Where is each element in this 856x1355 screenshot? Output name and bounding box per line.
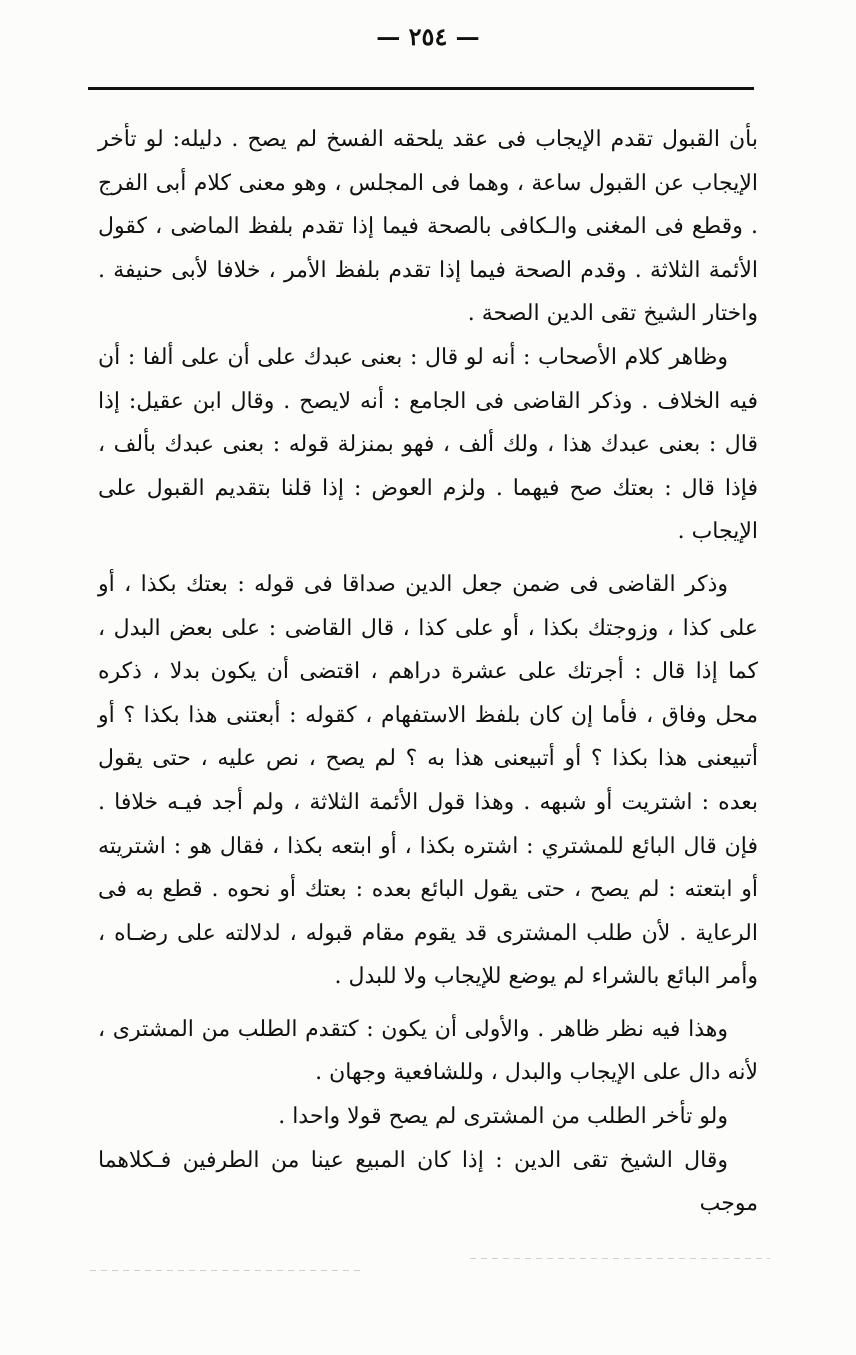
paragraph-3: وذكر القاضى فى ضمن جعل الدين صداقا فى قوله : بعتك بكذا ، أو على كذا ، وزوجتك بكذا ، أو على كذا ، قال القاضى : على بعض البدل ، كما إذا قال : أجرتك على عشرة دراهم ، اقتضى أن يكون بدلا ، ذكره محل وفاق ، فأما إن كان بلفظ الاستفهام ، كقوله : أبعتنى هذا بكذا ؟ أو أتبيعنى هذا بكذا ؟ أو أتبيعنى هذا به ؟ لم يصح ، نص عليه ، حتى يقول بعده : اشتريت أو شبهه . وهذا قول الأئمة الثلاثة ، ولم أجد فيـه خلافا . فإن قال البائع للمشتري : اشتره بكذا ، أو ابتعه بكذا ، فقال هو : اشتريته أو ابتعته : لم يصح ، حتى يقول البائع بعده : بعتك أو نحوه . قطع به فى الرعاية . لأن طلب المشترى قد يقوم مقام قبوله ، لدلالته على رضـاه ، وأمر البائع بالشراء لم يوضع للإيجاب ولا للبدل .	[98, 571, 758, 990]
header-divider	[88, 87, 754, 90]
paragraph-6: وقال الشيخ تقى الدين : إذا كان المبيع عينا من الطرفين فـكلاهما موجب	[98, 1147, 758, 1217]
page-number: — ٢٥٤ —	[376, 22, 480, 51]
bleed-through-line	[470, 1258, 770, 1259]
paragraph-1: بأن القبول تقدم الإيجاب فى عقد يلحقه الفسخ لم يصح . دليله: لو تأخر الإيجاب عن القبول ساعة ، وهما فى المجلس ، وهو معنى كلام أبى الفرج . وقطع فى المغنى والـكافى بالصحة فيما إذا تقدم بلفظ الماضى ، كقول الأئمة الثلاثة . وقدم الصحة فيما إذا تقدم بلفظ الأمر ، خلافا لأبى حنيفة . واختار الشيخ تقى الدين الصحة .	[98, 127, 758, 327]
paragraph-5: ولو تأخر الطلب من المشترى لم يصح قولا واحدا .	[278, 1104, 728, 1130]
paragraph-4: وهذا فيه نظر ظاهر . والأولى أن يكون : كتقدم الطلب من المشترى ، لأنه دال على الإيجاب والبدل ، وللشافعية وجهان .	[98, 1016, 758, 1086]
paragraph-2: وظاهر كلام الأصحاب : أنه لو قال : بعنى عبدك على أن على ألفا : أن فيه الخلاف . وذكر القاضى فى الجامع : أنه لايصح . وقال ابن عقيل: إذا قال : بعنى عبدك هذا ، ولك ألف ، فهو بمنزلة قوله : بعنى عبدك بألف ، فإذا قال : بعتك صح فيهما . ولزم العوض : إذا قلنا بتقديم القبول على الإيجاب .	[98, 344, 758, 545]
page-body-text	[98, 118, 758, 1226]
bleed-through-line	[90, 1270, 360, 1271]
